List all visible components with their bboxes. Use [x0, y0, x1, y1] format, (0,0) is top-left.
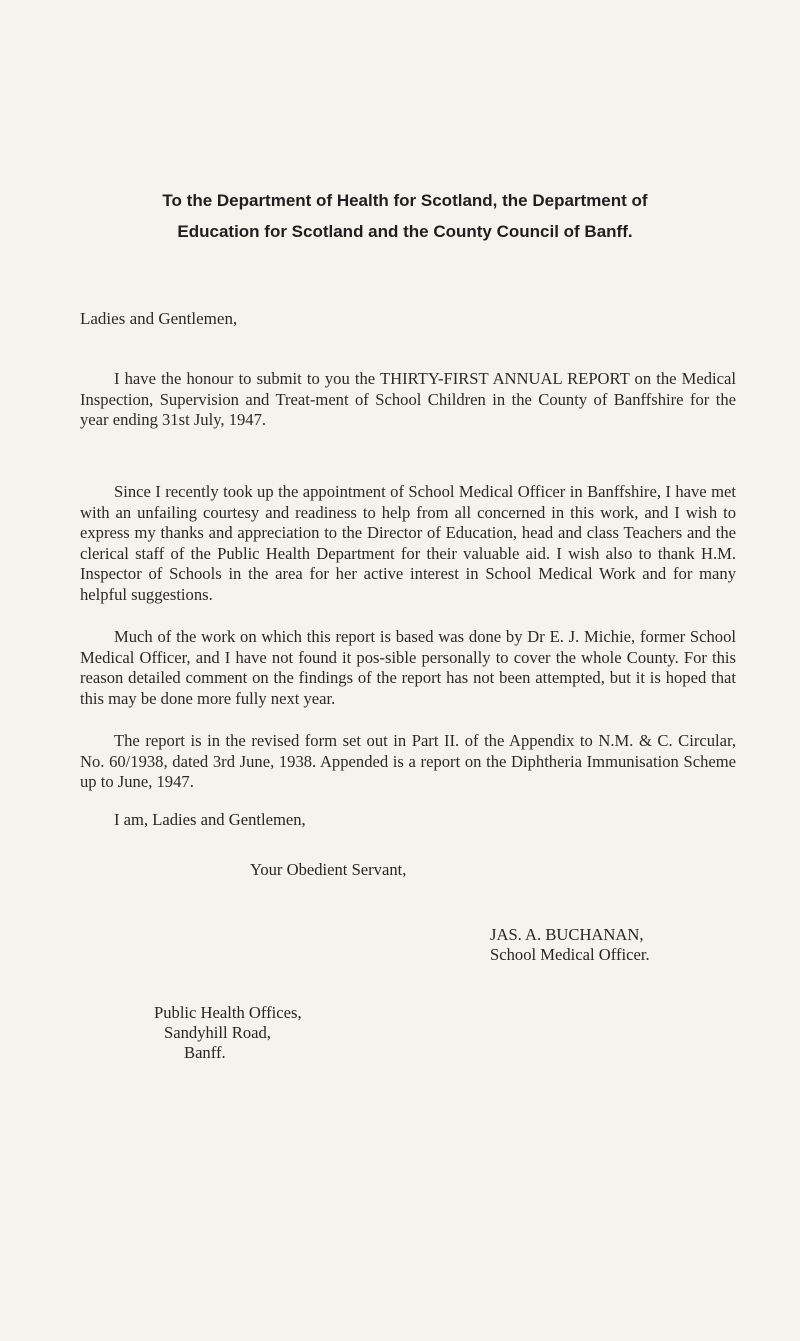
address-line-2: Sandyhill Road, [164, 1023, 271, 1042]
salutation: Ladies and Gentlemen, [80, 309, 238, 328]
signer-title: School Medical Officer. [490, 945, 650, 964]
address-line-3: Banff. [184, 1043, 226, 1062]
paragraph-thanks: Since I recently took up the appointment of School Medical Officer in Banffshire, I have met with an unfailing courtesy and readiness to help from all concerned in this work, and I wish to express my thanks and appreciation to the Director of Education, head and class Teachers and the clerical staff of the Public Health Department for their valuable aid. I wish also to thank H.M. Inspector of Schools in the area for her active interest in School Medical Work and for many helpful suggestions. [80, 482, 736, 604]
paragraph-report-form: The report is in the revised form set out in Part II. of the Appendix to N.M. & C. Circular, No. 60/1938, dated 3rd June, 1938. Appended is a report on the Diphtheria Immunisation Scheme up to June, 1947. [80, 731, 736, 791]
address-line-1: Public Health Offices, [154, 1003, 302, 1022]
valediction: Your Obedient Servant, [250, 860, 407, 879]
sender-address [154, 1003, 302, 1063]
paragraph-work-basis: Much of the work on which this report is based was done by Dr E. J. Michie, former School Medical Officer, and I have not found it pos-sible personally to cover the whole County. For this reason detailed comment on the findings of the report has not been attempted, but it is hoped that this may be done more fully next year. [80, 627, 736, 708]
closing-line: I am, Ladies and Gentlemen, [114, 810, 306, 829]
paragraph-report-intro: I have the honour to submit to you the THIRTY-FIRST ANNUAL REPORT on the Medical Inspection, Supervision and Treat-ment of School Children in the County of Banffshire for the year ending 31st July, 1947. [80, 369, 736, 429]
heading-line-2: Education for Scotland and the County Council of Banff. [177, 222, 633, 241]
signature-block [490, 925, 650, 965]
letter-heading [80, 185, 730, 247]
heading-line-1: To the Department of Health for Scotland, the Department of [162, 191, 648, 210]
signer-name: JAS. A. BUCHANAN, [490, 925, 644, 944]
